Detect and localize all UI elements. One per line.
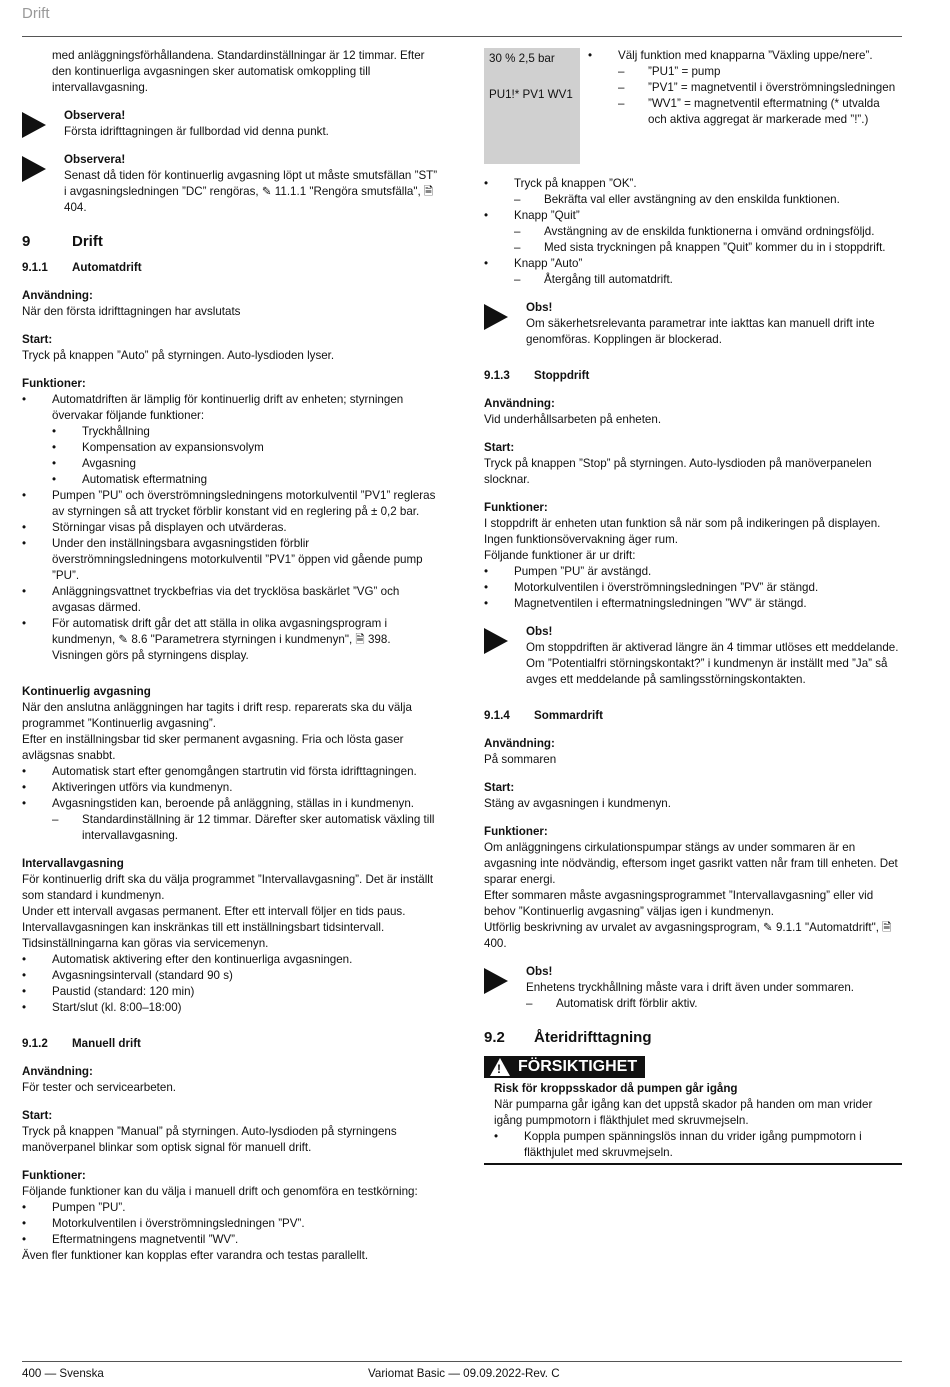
note-title: Obs! (526, 301, 553, 314)
note-title: Observera! (64, 153, 126, 166)
list-item: – Med sista tryckningen på knappen ”Quit” kommer du in i stoppdrift. (514, 240, 902, 256)
warning-text: När pumparna går igång kan det uppstå skador på handen om man vrider igång pumpmotorn i fläkthjulet med skruvmejseln. (494, 1098, 873, 1127)
selection-list (588, 48, 898, 164)
list-item: • Eftermatningens magnetventil ”WV”. (22, 1232, 440, 1248)
list-item: – ”WV1” = magnetventil eftermatning (* utvalda och aktiva aggregat är markerade med ”!”.) (618, 96, 898, 128)
left-column (22, 48, 440, 1264)
arrow-icon (484, 624, 526, 688)
funktioner-list (22, 392, 440, 664)
obs-1 (484, 300, 902, 348)
warning-icon: ! (490, 1058, 510, 1076)
label-funktioner: Funktioner: (484, 825, 548, 838)
label-start: Start: (484, 441, 515, 454)
list-item: • Välj funktion med knapparna ”Växling uppe/nere”. – ”PU1” = pump – ”PV1” = magnetventil i överströmningsledningen – ”WV1” = magnetventil eftermatning (* utvalda och aktiva aggregat är markerade med ”!”.) (588, 48, 898, 128)
note-text: Om stoppdriften är aktiverad längre än 4 timmar utlöses ett meddelande. (526, 641, 899, 654)
note-text: Om ”Potentialfri störningskontakt?” i kundmenyn är inställt med ”Ja” så avges ett meddelande på samlingsstörningskontakten. (526, 657, 888, 686)
list-item: • Magnetventilen i eftermatningsledningen ”WV” är stängd. (484, 596, 902, 612)
heading-911 (22, 260, 440, 276)
note-title: Obs! (526, 965, 553, 978)
label-funktioner: Funktioner: (22, 1169, 86, 1182)
sommar-funk-3: Utförlig beskrivning av urvalet av avgasningsprogram, ✎ 9.1.1 "Automatdrift", 🗎 400. (484, 921, 892, 950)
manuell-start: Tryck på knappen ”Manual” på styrningen. Auto-lysdioden på styrningens manöverpanel blinkar som optisk signal för manuell drift. (22, 1125, 397, 1154)
footer-doc: Variomat Basic — 09.09.2022-Rev. C (368, 1367, 560, 1380)
footer-rule (22, 1361, 902, 1362)
manuell-end: Även fler funktioner kan kopplas efter varandra och testas parallellt. (22, 1249, 369, 1262)
header-rule (22, 36, 902, 37)
kont-list (22, 764, 440, 844)
label-funktioner: Funktioner: (22, 377, 86, 390)
list-item: • Under den inställningsbara avgasningstiden förblir överströmningsledningens motorkulventil ”PV1” öppen vid gående pump ”PU”. (22, 536, 440, 584)
stopp-list (484, 564, 902, 612)
list-item: – Återgång till automatdrift. (514, 272, 902, 288)
list-item: – Standardinställning är 12 timmar. Därefter sker automatisk växling till intervallavgasning. (52, 812, 440, 844)
list-item: • Koppla pumpen spänningslös innan du vrider igång pumpmotorn i fläkthjulet med skruvmejseln. (494, 1129, 902, 1161)
list-item: • Pumpen ”PU” och överströmningsledningens motorkulventil ”PV1” regleras av styrningen så att trycket förblir konstant vid en reglering på ± 0,2 bar. (22, 488, 440, 520)
button-list (484, 176, 902, 288)
note-2 (22, 152, 440, 216)
note-text: Om säkerhetsrelevanta parametrar inte iakttas kan manuell drift inte genomföras. Kopplingen är blockerad. (526, 317, 875, 346)
list-item: • Motorkulventilen i överströmningsledningen ”PV”. (22, 1216, 440, 1232)
list-item: • Automatisk aktivering efter den kontinuerliga avgasningen. (22, 952, 440, 968)
label-start: Start: (484, 781, 515, 794)
anvandning-text: När den första idrifttagningen har avslutats (22, 305, 241, 318)
stopp-anvandning: Vid underhållsarbeten på enheten. (484, 413, 662, 426)
label-funktioner: Funktioner: (484, 501, 548, 514)
list-item: • Knapp ”Quit” – Avstängning av de enskilda funktionerna i omvänd ordningsföljd. – Med sista tryckningen på knappen ”Quit” kommer du in i stoppdrift. (484, 208, 902, 256)
heading-title: Manuell drift (72, 1037, 141, 1050)
list-item: • Kompensation av expansionsvolym (52, 440, 440, 456)
label-anvandning: Användning: (484, 737, 555, 750)
arrow-icon (22, 108, 64, 140)
manuell-funktioner: Följande funktioner kan du välja i manuell drift och genomföra en testkörning: (22, 1185, 418, 1198)
list-item: • Avgasningsintervall (standard 90 s) (22, 968, 440, 984)
heading-number: 9 (22, 233, 31, 250)
kont-paragraph-1: När den anslutna anläggningen har tagits i drift resp. reparerats ska du välja programmet ”Kontinuerlig avgasning”. (22, 701, 412, 730)
intro-paragraph: med anläggningsförhållandena. Standardinställningar är 12 timmar. Efter den kontinuerliga avgasningen sker automatisk omkoppling till intervallavgasning. (52, 49, 425, 94)
list-item: • Pumpen ”PU”. (22, 1200, 440, 1216)
list-item: – Avstängning av de enskilda funktionerna i omvänd ordningsföljd. (514, 224, 902, 240)
arrow-icon (484, 964, 526, 1012)
warning-block (484, 1052, 902, 1165)
list-item: • Tryck på knappen ”OK”. – Bekräfta val eller avstängning av den enskilda funktionen. (484, 176, 902, 208)
stopp-start: Tryck på knappen ”Stop” på styrningen. Auto-lysdioden på manöverpanelen slocknar. (484, 457, 872, 486)
label-kontinuerlig: Kontinuerlig avgasning (22, 685, 151, 698)
heading-title: Drift (72, 233, 103, 250)
note-title: Obs! (526, 625, 553, 638)
int-paragraph-1: För kontinuerlig drift ska du välja programmet ”Intervallavgasning”. Det är inställt som standard i kundmenyn. (22, 873, 434, 902)
heading-title: Stoppdrift (534, 369, 590, 382)
heading-title: Sommardrift (534, 709, 603, 722)
label-start: Start: (22, 1109, 53, 1122)
display-line-1: 30 % 2,5 bar (489, 52, 555, 65)
list-item: • Automatisk eftermatning (52, 472, 440, 488)
list-item: • Anläggningsvattnet tryckbefrias via det trycklösa baskärlet ”VG” och avgasas därmed. (22, 584, 440, 616)
heading-912 (22, 1036, 440, 1052)
int-list (22, 952, 440, 1016)
list-item: • Störningar visas på displayen och utvärderas. (22, 520, 440, 536)
list-item: • Avgasningstiden kan, beroende på anläggning, ställas in i kundmenyn. – Standardinställning är 12 timmar. Därefter sker automatisk växling till intervallavgasning. (22, 796, 440, 844)
obs-3 (484, 964, 902, 1012)
heading-92 (484, 1030, 902, 1046)
manuell-anvandning: För tester och servicearbeten. (22, 1081, 177, 1094)
heading-number: 9.2 (484, 1029, 505, 1046)
sommar-funk-1: Om anläggningens cirkulationspumpar stängs av under sommaren är en avgasning inte nödvändig, eftersom inget gasrikt vatten når fram till enheten. Det sparar energi. (484, 841, 898, 886)
note-1 (22, 108, 440, 140)
list-item: – ”PU1” = pump (618, 64, 898, 80)
list-item: • Automatisk start efter genomgången startrutin vid första idrifttagningen. (22, 764, 440, 780)
stopp-funk-2: Följande funktioner är ur drift: (484, 549, 636, 562)
sommar-funk-2: Efter sommaren måste avgasningsprogrammet ”Intervallavgasning” eller vid behov ”Kontinuerlig avgasning” väljas igen i kundmenyn. (484, 889, 874, 918)
label-anvandning: Användning: (22, 1065, 93, 1078)
right-column (484, 48, 902, 1165)
note-text: Enhetens tryckhållning måste vara i drift även under sommaren. (526, 981, 855, 994)
list-item: • För automatisk drift går det att ställa in olika avgasningsprogram i kundmenyn, ✎ 8.6 "Parametrera styrningen i kundmenyn", 🗎 398. Visningen görs på styrningens display. (22, 616, 440, 664)
note-title: Observera! (64, 109, 126, 122)
heading-number: 9.1.1 (22, 261, 48, 274)
label-anvandning: Användning: (22, 289, 93, 302)
label-intervall: Intervallavgasning (22, 857, 124, 870)
kont-paragraph-2: Efter en inställningsbar tid sker permanent avgasning. Fria och lösta gaser avlägsnas snabbt. (22, 733, 404, 762)
warning-label: FÖRSIKTIGHET (518, 1058, 638, 1075)
list-item: • Start/slut (kl. 8:00–18:00) (22, 1000, 440, 1016)
heading-number: 9.1.4 (484, 709, 510, 722)
sommar-anvandning: På sommaren (484, 753, 557, 766)
display-line-2: PU1!* PV1 WV1 (489, 88, 573, 101)
list-item: • Avgasning (52, 456, 440, 472)
heading-9 (22, 234, 440, 250)
label-start: Start: (22, 333, 53, 346)
start-text: Tryck på knappen ”Auto” på styrningen. Auto-lysdioden lyser. (22, 349, 335, 362)
manuell-list (22, 1200, 440, 1248)
heading-title: Automatdrift (72, 261, 142, 274)
list-item: • Motorkulventilen i överströmningsledningen ”PV” är stängd. (484, 580, 902, 596)
heading-914 (484, 708, 902, 724)
list-item: • Pumpen ”PU” är avstängd. (484, 564, 902, 580)
list-item: • Aktiveringen utförs via kundmenyn. (22, 780, 440, 796)
list-item: – ”PV1” = magnetventil i överströmningsledningen (618, 80, 898, 96)
label-anvandning: Användning: (484, 397, 555, 410)
sommar-start: Stäng av avgasningen i kundmenyn. (484, 797, 671, 810)
heading-number: 9.1.2 (22, 1037, 48, 1050)
display-readout (484, 48, 580, 164)
arrow-icon (484, 300, 526, 348)
warning-title: Risk för kroppsskador då pumpen går igång (494, 1082, 738, 1095)
list-item: • Automatdriften är lämplig för kontinuerlig drift av enheten; styrningen övervakar följande funktioner: • Tryckhållning • Kompensation av expansionsvolym • Avgasning • Automatisk eftermatning (22, 392, 440, 488)
list-item: – Bekräfta val eller avstängning av den enskilda funktionen. (514, 192, 902, 208)
footer-page: 400 — Svenska (22, 1367, 104, 1380)
warning-banner (484, 1056, 645, 1078)
list-item: • Knapp ”Auto” – Återgång till automatdrift. (484, 256, 902, 288)
display-block (484, 48, 902, 164)
int-paragraph-2: Under ett intervall avgasas permanent. Efter ett intervall följer en tids paus. Intervallavgasningen kan inskränkas till ett inställningsbart tidsintervall. Tidsinställningarna kan göras via servicemenyn. (22, 905, 406, 950)
arrow-icon (22, 152, 64, 216)
heading-title: Återidrifttagning (534, 1029, 652, 1046)
stopp-funk-1: I stoppdrift är enheten utan funktion så när som på indikeringen på displayen. Ingen funktionsövervakning äger rum. (484, 517, 881, 546)
warning-body (484, 1081, 902, 1165)
heading-number: 9.1.3 (484, 369, 510, 382)
heading-913 (484, 368, 902, 384)
list-item: • Tryckhållning (52, 424, 440, 440)
note-text: Första idrifttagningen är fullbordad vid denna punkt. (64, 125, 329, 138)
running-header: Drift (22, 5, 50, 22)
obs-2 (484, 624, 902, 688)
list-item: • Paustid (standard: 120 min) (22, 984, 440, 1000)
list-item: – Automatisk drift förblir aktiv. (526, 996, 854, 1012)
note-text: Senast då tiden för kontinuerlig avgasning löpt ut måste smutsfällan ”ST” i avgasningsledningen ”DC” rengöras, ✎ 11.1.1 "Rengöra smutsfälla", 🗎 404. (64, 169, 438, 214)
